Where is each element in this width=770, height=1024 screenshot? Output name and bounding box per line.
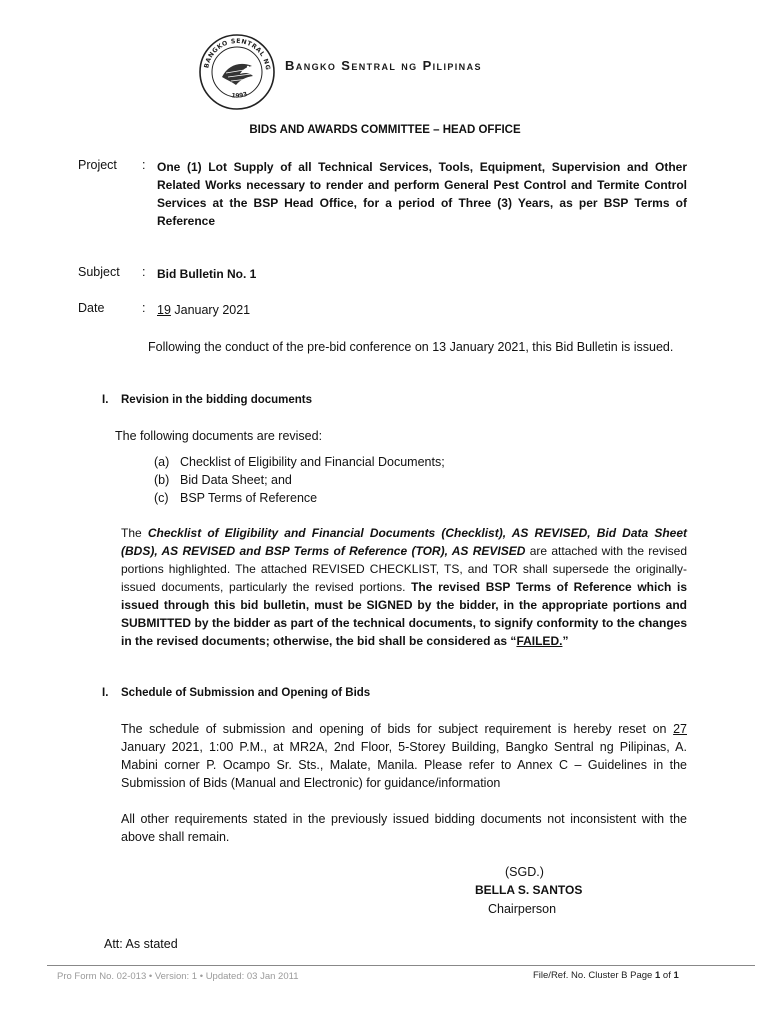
para-italic-docs: Checklist of Eligibility and Financial Documents (Checklist), AS REVISED, Bid Data Sheet (BDS), AS REVISED and BSP Terms of Reference (TOR), AS REVISED	[121, 526, 688, 558]
project-label: Project	[78, 158, 117, 172]
bank-name: Bangko Sentral ng Pilipinas	[285, 58, 482, 73]
list-item-c-text: BSP Terms of Reference	[180, 491, 318, 505]
signature-role: Chairperson	[488, 902, 557, 916]
list-item-c-marker: (c)	[154, 491, 169, 505]
signature-sgd: (SGD.)	[505, 865, 544, 879]
svg-text:BANGKO SENTRAL NG PILIPINAS: BANGKO SENTRAL NG	[203, 37, 272, 71]
footer-divider	[47, 965, 755, 966]
list-item-a-marker: (a)	[154, 455, 170, 469]
list-item-a-text: Checklist of Eligibility and Financial Documents;	[180, 455, 445, 469]
para-failed: FAILED.	[516, 634, 563, 648]
section2-paragraph-schedule	[121, 720, 687, 792]
subject-colon: :	[142, 265, 146, 279]
schedule-day: 27	[673, 722, 687, 736]
date-value	[157, 301, 250, 319]
project-description: One (1) Lot Supply of all Technical Services, Tools, Equipment, Supervision and Other Related Works necessary to render and perform General Pest Control and Termite Control Services at the BSP Head Office, for a period of Three (3) Years, as per BSP Terms of Reference	[157, 160, 687, 228]
para-end-quote: ”	[562, 634, 569, 648]
section1-lead: The following documents are revised:	[115, 429, 323, 443]
date-colon: :	[142, 301, 146, 315]
schedule-text-b: January 2021, 1:00 P.M., at MR2A, 2nd Floor, 5-Storey Building, Bangko Sentral ng Pilipinas, A. Mabini corner P. Ocampo Sr. Sts., Malate, Manila. Please refer to Annex C – Guidelines in the Submission of Bids (Manual and Electronic) for guidance/information	[121, 740, 687, 790]
footer-page-info	[533, 970, 679, 981]
footer-ref: File/Ref. No. Cluster B Page	[533, 970, 655, 981]
schedule-text-a: The schedule of submission and opening of bids for subject requirement is hereby reset on	[121, 722, 674, 736]
list-item-b-marker: (b)	[154, 473, 170, 487]
signature-name: BELLA S. SANTOS	[475, 883, 583, 897]
section1-paragraph	[121, 524, 687, 650]
attachment-note: Att: As stated	[104, 937, 178, 951]
svg-text:1993: 1993	[231, 90, 249, 100]
footer-page-total: 1	[673, 970, 679, 981]
footer-form-info: Pro Form No. 02-013 • Version: 1 • Updated: 03 Jan 2011	[57, 971, 299, 982]
intro-paragraph: Following the conduct of the pre-bid conference on 13 January 2021, this Bid Bulletin is issued.	[148, 340, 674, 354]
section2-number: I.	[102, 687, 109, 699]
committee-title: BIDS AND AWARDS COMMITTEE – HEAD OFFICE	[249, 124, 521, 136]
date-day: 19	[157, 303, 171, 317]
bsp-seal-logo	[198, 33, 276, 111]
date-month-year: January 2021	[170, 303, 251, 317]
section2-heading: Schedule of Submission and Opening of Bids	[121, 687, 371, 699]
section2-paragraph-remain: All other requirements stated in the previously issued bidding documents not inconsistent with the above shall remain.	[121, 812, 687, 844]
subject-text: Bid Bulletin No. 1	[157, 267, 257, 281]
section1-heading: Revision in the bidding documents	[121, 394, 313, 406]
footer-of: of	[660, 970, 674, 981]
para-the: The	[121, 526, 148, 540]
subject-label: Subject	[78, 265, 120, 279]
para-bold-notice: The revised BSP Terms of Reference which is issued through this bid bulletin, must be SIGNED by the bidder, in the appropriate portions and SUBMITTED by the bidder as part of the technical documents, to signify conformity to the changes in the revised documents; otherwise, the bid shall be considered as “	[121, 580, 687, 648]
section1-number: I.	[102, 394, 109, 406]
date-label: Date	[78, 301, 105, 315]
project-colon: :	[142, 158, 146, 172]
list-item-b-text: Bid Data Sheet; and	[180, 473, 292, 487]
footer-page-number: 1	[654, 970, 661, 981]
para-mid: are attached with the revised portions highlighted. The attached REVISED CHECKLIST, TS, and TOR shall supersede the originally-issued documents, particularly the revised portions.	[121, 544, 687, 594]
